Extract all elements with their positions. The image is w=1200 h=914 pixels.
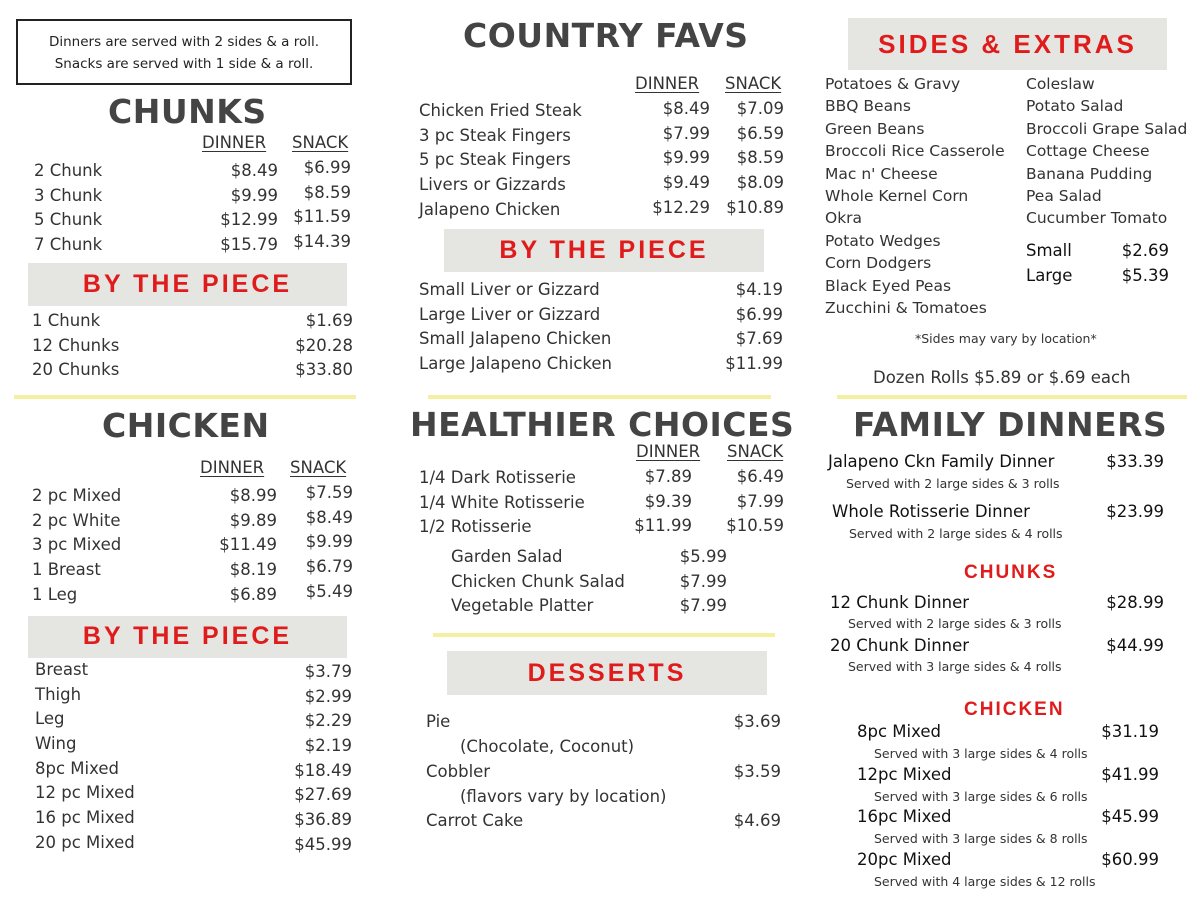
item-name: 1/4 White Rotisserie [419, 492, 585, 512]
snack-price: $7.59 [305, 483, 353, 502]
item-name: Livers or Gizzards [419, 175, 566, 195]
side-item: Cottage Cheese [1026, 142, 1150, 161]
side-item: Broccoli Rice Casserole [825, 142, 1005, 161]
item-note: (Chocolate, Coconut) [460, 737, 635, 756]
family-item [830, 593, 1168, 636]
item-name: 2 Chunk [34, 161, 103, 180]
family-item-price: $44.99 [1106, 636, 1164, 655]
item-name: Pie [426, 712, 451, 731]
family-item-name: 16pc Mixed [857, 807, 952, 826]
divider-middle [428, 395, 771, 399]
serving-note-line-1: Dinners are served with 2 sides & a roll. [48, 34, 320, 50]
family-item [857, 850, 1162, 893]
chunks-dinner-header: DINNER [202, 133, 267, 152]
side-item: Corn Dodgers [825, 254, 932, 273]
menu-row [1026, 266, 1169, 291]
item-price: $2.19 [304, 736, 352, 756]
item-name: Chicken Chunk Salad [451, 571, 625, 591]
menu-row [32, 183, 357, 208]
snack-price: $9.99 [305, 532, 353, 552]
snack-price: $8.09 [736, 173, 784, 193]
family-item [828, 452, 1168, 502]
menu-row [32, 207, 357, 232]
chicken-snack-header: SNACK [290, 458, 347, 477]
menu-row [32, 232, 357, 257]
menu-row [35, 660, 354, 685]
item-name: 2 pc White [32, 510, 121, 530]
snack-price: $7.99 [736, 491, 784, 511]
item-name: Cobbler [426, 761, 491, 781]
family-chicken-list [857, 722, 1162, 892]
item-name: 1 Breast [32, 560, 101, 580]
family-item-name: Jalapeno Ckn Family Dinner [828, 452, 1055, 471]
dinner-price: $9.89 [229, 510, 277, 530]
family-item-price: $31.19 [1101, 722, 1159, 741]
menu-row [419, 305, 784, 330]
chunks-by-piece-list [32, 311, 357, 385]
item-price: $36.89 [294, 810, 352, 830]
item-price: $4.69 [733, 811, 781, 830]
dinner-price: $7.89 [644, 467, 692, 486]
item-name: 5 pc Steak Fingers [419, 150, 571, 170]
snack-price: $8.49 [305, 507, 353, 527]
desserts-list [426, 712, 782, 836]
item-name: Thigh [35, 684, 82, 704]
family-item-sub: Served with 3 large sides & 4 rolls [848, 659, 1062, 674]
menu-row [451, 547, 727, 572]
dinner-price: $7.99 [662, 123, 710, 143]
chicken-list [30, 482, 357, 605]
item-name: 12 Chunks [32, 335, 120, 355]
size-name: Large [1026, 266, 1073, 285]
family-item-name: 8pc Mixed [857, 722, 941, 741]
family-item-price: $41.99 [1101, 764, 1159, 784]
item-note: (flavors vary by location) [460, 786, 667, 806]
sides-left-list [825, 75, 1025, 321]
snack-price: $7.09 [736, 99, 784, 118]
item-price: $27.69 [294, 785, 352, 805]
family-item-sub: Served with 2 large sides & 3 rolls [846, 476, 1060, 491]
divider-desserts [433, 633, 775, 637]
country-favs-snack-header: SNACK [725, 74, 782, 93]
chicken-by-piece-list [35, 660, 354, 858]
item-price: $5.99 [679, 547, 727, 566]
item-name: Leg [35, 709, 65, 729]
item-price: $3.59 [733, 761, 781, 781]
item-name: 3 pc Steak Fingers [419, 125, 571, 145]
country-favs-by-piece-list [419, 280, 784, 379]
menu-row [32, 336, 357, 361]
menu-row [1026, 241, 1169, 266]
sides-band [848, 18, 1167, 70]
chicken-by-the-piece-band [28, 616, 347, 658]
size-name: Small [1026, 241, 1072, 260]
menu-row [35, 833, 354, 858]
family-item-sub: Served with 3 large sides & 8 rolls [874, 831, 1088, 846]
dinner-price: $8.49 [662, 99, 710, 118]
dinner-price: $11.99 [634, 516, 692, 536]
menu-row [30, 531, 357, 556]
menu-row [30, 556, 357, 581]
chunks-snack-header: SNACK [292, 133, 349, 152]
family-dinners-title: FAMILY DINNERS [853, 405, 1168, 444]
menu-row [35, 783, 354, 808]
side-item: Broccoli Grape Salad [1026, 119, 1188, 138]
side-item: Whole Kernel Corn [825, 186, 969, 205]
desserts-band [447, 651, 767, 695]
item-name: 1/4 Dark Rotisserie [419, 468, 576, 487]
item-name: Carrot Cake [426, 811, 524, 830]
family-item-name: 12 Chunk Dinner [830, 593, 970, 612]
divider-left [14, 395, 356, 399]
menu-row [419, 147, 787, 172]
snack-price: $8.59 [303, 182, 351, 202]
item-name: Jalapeno Chicken [419, 199, 561, 219]
dinner-price: $12.99 [220, 210, 278, 230]
menu-row [426, 712, 782, 762]
item-name: Large Liver or Gizzard [419, 304, 601, 324]
salad-list [451, 547, 727, 621]
family-item-sub: Served with 2 large sides & 4 rolls [849, 526, 1063, 541]
item-price: $2.29 [304, 711, 352, 731]
chicken-title: CHICKEN [102, 406, 270, 445]
menu-row [419, 98, 787, 123]
item-name: 1 Leg [32, 584, 78, 604]
menu-row [30, 581, 357, 606]
family-chicken-title: CHICKEN [964, 699, 1065, 720]
serving-note-box [16, 19, 352, 85]
dinner-price: $9.39 [644, 491, 692, 511]
item-price: $45.99 [294, 834, 352, 854]
item-price: $7.69 [735, 329, 783, 349]
chunks-title: CHUNKS [108, 92, 267, 131]
item-price: $3.79 [304, 662, 352, 681]
menu-row [426, 811, 782, 836]
sides-right-list [1026, 75, 1198, 232]
country-favs-by-the-piece-band [444, 229, 764, 272]
family-item-sub: Served with 3 large sides & 4 rolls [874, 746, 1088, 761]
item-price: $11.99 [725, 354, 783, 374]
item-name: 3 pc Mixed [32, 535, 122, 555]
menu-row [35, 685, 354, 710]
item-price: $3.69 [733, 712, 781, 731]
side-item: Zucchini & Tomatoes [825, 298, 987, 317]
family-item-sub: Served with 4 large sides & 12 rolls [874, 873, 1096, 889]
item-price: $1.69 [305, 311, 353, 330]
side-item: Potato Wedges [825, 231, 941, 250]
item-name: Small Liver or Gizzard [419, 280, 600, 299]
menu-row [32, 360, 357, 385]
serving-note-line-2: Snacks are served with 1 side & a roll. [54, 56, 314, 72]
family-item [857, 765, 1162, 808]
chunks-by-the-piece-title: BY THE PIECE [82, 270, 293, 298]
item-price: $18.49 [294, 760, 352, 780]
item-name: Large Jalapeno Chicken [419, 354, 612, 374]
family-item-name: 20 Chunk Dinner [830, 636, 970, 655]
dinner-price: $9.99 [662, 148, 710, 168]
side-item: Potato Salad [1026, 97, 1124, 116]
family-item-sub: Served with 3 large sides & 6 rolls [874, 788, 1088, 804]
menu-row [32, 311, 357, 336]
item-price: $7.99 [679, 571, 727, 591]
chunks-list [32, 158, 357, 257]
sides-title: SIDES & EXTRAS [878, 29, 1137, 59]
item-name: Chicken Fried Steak [419, 101, 582, 120]
family-chunks-title: CHUNKS [964, 562, 1058, 583]
item-price: $4.19 [735, 280, 783, 299]
item-name: 8pc Mixed [35, 758, 119, 778]
country-favs-by-the-piece-title: BY THE PIECE [499, 236, 709, 264]
item-price: $7.99 [679, 596, 727, 616]
dinner-price: $6.89 [229, 584, 277, 604]
family-item-price: $45.99 [1101, 807, 1159, 826]
family-item-sub: Served with 2 large sides & 3 rolls [848, 616, 1062, 631]
snack-price: $14.39 [293, 232, 351, 252]
family-item-price: $23.99 [1106, 502, 1164, 521]
item-name: 12 pc Mixed [35, 783, 135, 803]
dinner-price: $12.29 [652, 197, 710, 217]
country-favs-title: COUNTRY FAVS [463, 16, 749, 55]
sides-vary-note: *Sides may vary by location* [915, 331, 1097, 346]
dinner-price: $8.49 [230, 161, 278, 180]
item-price: $33.80 [295, 360, 353, 380]
menu-row [419, 465, 786, 490]
size-price: $2.69 [1121, 241, 1169, 260]
family-top-list [828, 452, 1168, 552]
item-price: $6.99 [735, 304, 783, 324]
dinner-price: $9.49 [662, 173, 710, 193]
side-item: BBQ Beans [825, 97, 911, 116]
side-item: Cucumber Tomato [1026, 209, 1168, 228]
chicken-dinner-header: DINNER [200, 458, 265, 477]
snack-price: $6.79 [305, 557, 353, 577]
family-item-name: Whole Rotisserie Dinner [832, 502, 1030, 521]
menu-row [35, 709, 354, 734]
snack-price: $6.59 [736, 123, 784, 143]
dinner-price: $9.99 [230, 185, 278, 205]
family-item-price: $28.99 [1106, 593, 1164, 612]
dinner-price: $11.49 [219, 535, 277, 555]
healthier-snack-header: SNACK [727, 442, 784, 461]
item-name: Vegetable Platter [451, 596, 594, 616]
item-name: 7 Chunk [34, 235, 103, 255]
family-item [830, 636, 1168, 679]
menu-row [419, 280, 784, 305]
menu-row [419, 329, 784, 354]
item-name: 16 pc Mixed [35, 808, 135, 828]
item-name: 1/2 Rotisserie [419, 517, 532, 537]
side-item: Green Beans [825, 119, 925, 138]
side-item: Banana Pudding [1026, 164, 1153, 183]
item-name: Garden Salad [451, 547, 563, 566]
side-item: Pea Salad [1026, 186, 1102, 205]
family-item [857, 722, 1162, 765]
side-item: Coleslaw [1026, 75, 1095, 93]
item-price: $2.99 [304, 686, 352, 706]
side-item: Black Eyed Peas [825, 276, 952, 295]
menu-row [419, 123, 787, 148]
side-item: Okra [825, 209, 863, 228]
sides-size-prices [1026, 241, 1169, 291]
item-name: 2 pc Mixed [32, 486, 122, 505]
menu-row [32, 158, 357, 183]
snack-price: $10.59 [726, 516, 784, 536]
snack-price: $5.49 [305, 581, 353, 601]
size-price: $5.39 [1121, 266, 1169, 285]
menu-row [35, 808, 354, 833]
dozen-rolls-line: Dozen Rolls $5.89 or $.69 each [873, 368, 1131, 387]
healthier-list [419, 465, 786, 539]
item-name: 1 Chunk [32, 311, 101, 330]
menu-row [426, 762, 782, 812]
country-favs-list [419, 98, 787, 221]
family-item-price: $60.99 [1101, 849, 1159, 869]
menu-row [419, 490, 786, 515]
menu-row [30, 482, 357, 507]
divider-right [837, 395, 1187, 399]
menu-row [451, 596, 727, 621]
item-name: 5 Chunk [34, 210, 103, 230]
menu-row [419, 514, 786, 539]
dinner-price: $8.99 [229, 486, 277, 505]
snack-price: $10.89 [726, 197, 784, 217]
menu-row [451, 572, 727, 597]
side-item: Potatoes & Gravy [825, 75, 961, 93]
family-item [828, 502, 1168, 552]
item-name: Small Jalapeno Chicken [419, 329, 612, 349]
item-name: 3 Chunk [34, 185, 103, 205]
desserts-title: DESSERTS [527, 659, 687, 687]
item-name: 20 Chunks [32, 360, 120, 380]
item-name: Breast [35, 660, 89, 679]
item-name: 20 pc Mixed [35, 832, 135, 852]
item-price: $20.28 [295, 335, 353, 355]
chunks-by-the-piece-band [28, 263, 347, 306]
country-favs-dinner-header: DINNER [635, 74, 700, 93]
dinner-price: $15.79 [220, 235, 278, 255]
menu-row [35, 759, 354, 784]
family-item-name: 12pc Mixed [857, 764, 952, 784]
chicken-by-the-piece-title: BY THE PIECE [82, 622, 293, 650]
snack-price: $6.99 [303, 158, 351, 177]
menu-row [419, 354, 784, 379]
dinner-price: $8.19 [229, 560, 277, 580]
snack-price: $6.49 [736, 467, 784, 486]
menu-row [419, 197, 787, 222]
snack-price: $11.59 [293, 207, 351, 227]
healthier-dinner-header: DINNER [636, 442, 701, 461]
family-item-price: $33.39 [1106, 452, 1164, 471]
family-chunks-list [830, 593, 1168, 679]
side-item: Mac n' Cheese [825, 164, 938, 183]
family-item-name: 20pc Mixed [857, 849, 952, 869]
menu-row [35, 734, 354, 759]
family-item [857, 807, 1162, 850]
healthier-choices-title: HEALTHIER CHOICES [410, 405, 795, 444]
snack-price: $8.59 [736, 148, 784, 168]
menu-row [30, 507, 357, 532]
menu-row [419, 172, 787, 197]
item-name: Wing [35, 734, 77, 754]
